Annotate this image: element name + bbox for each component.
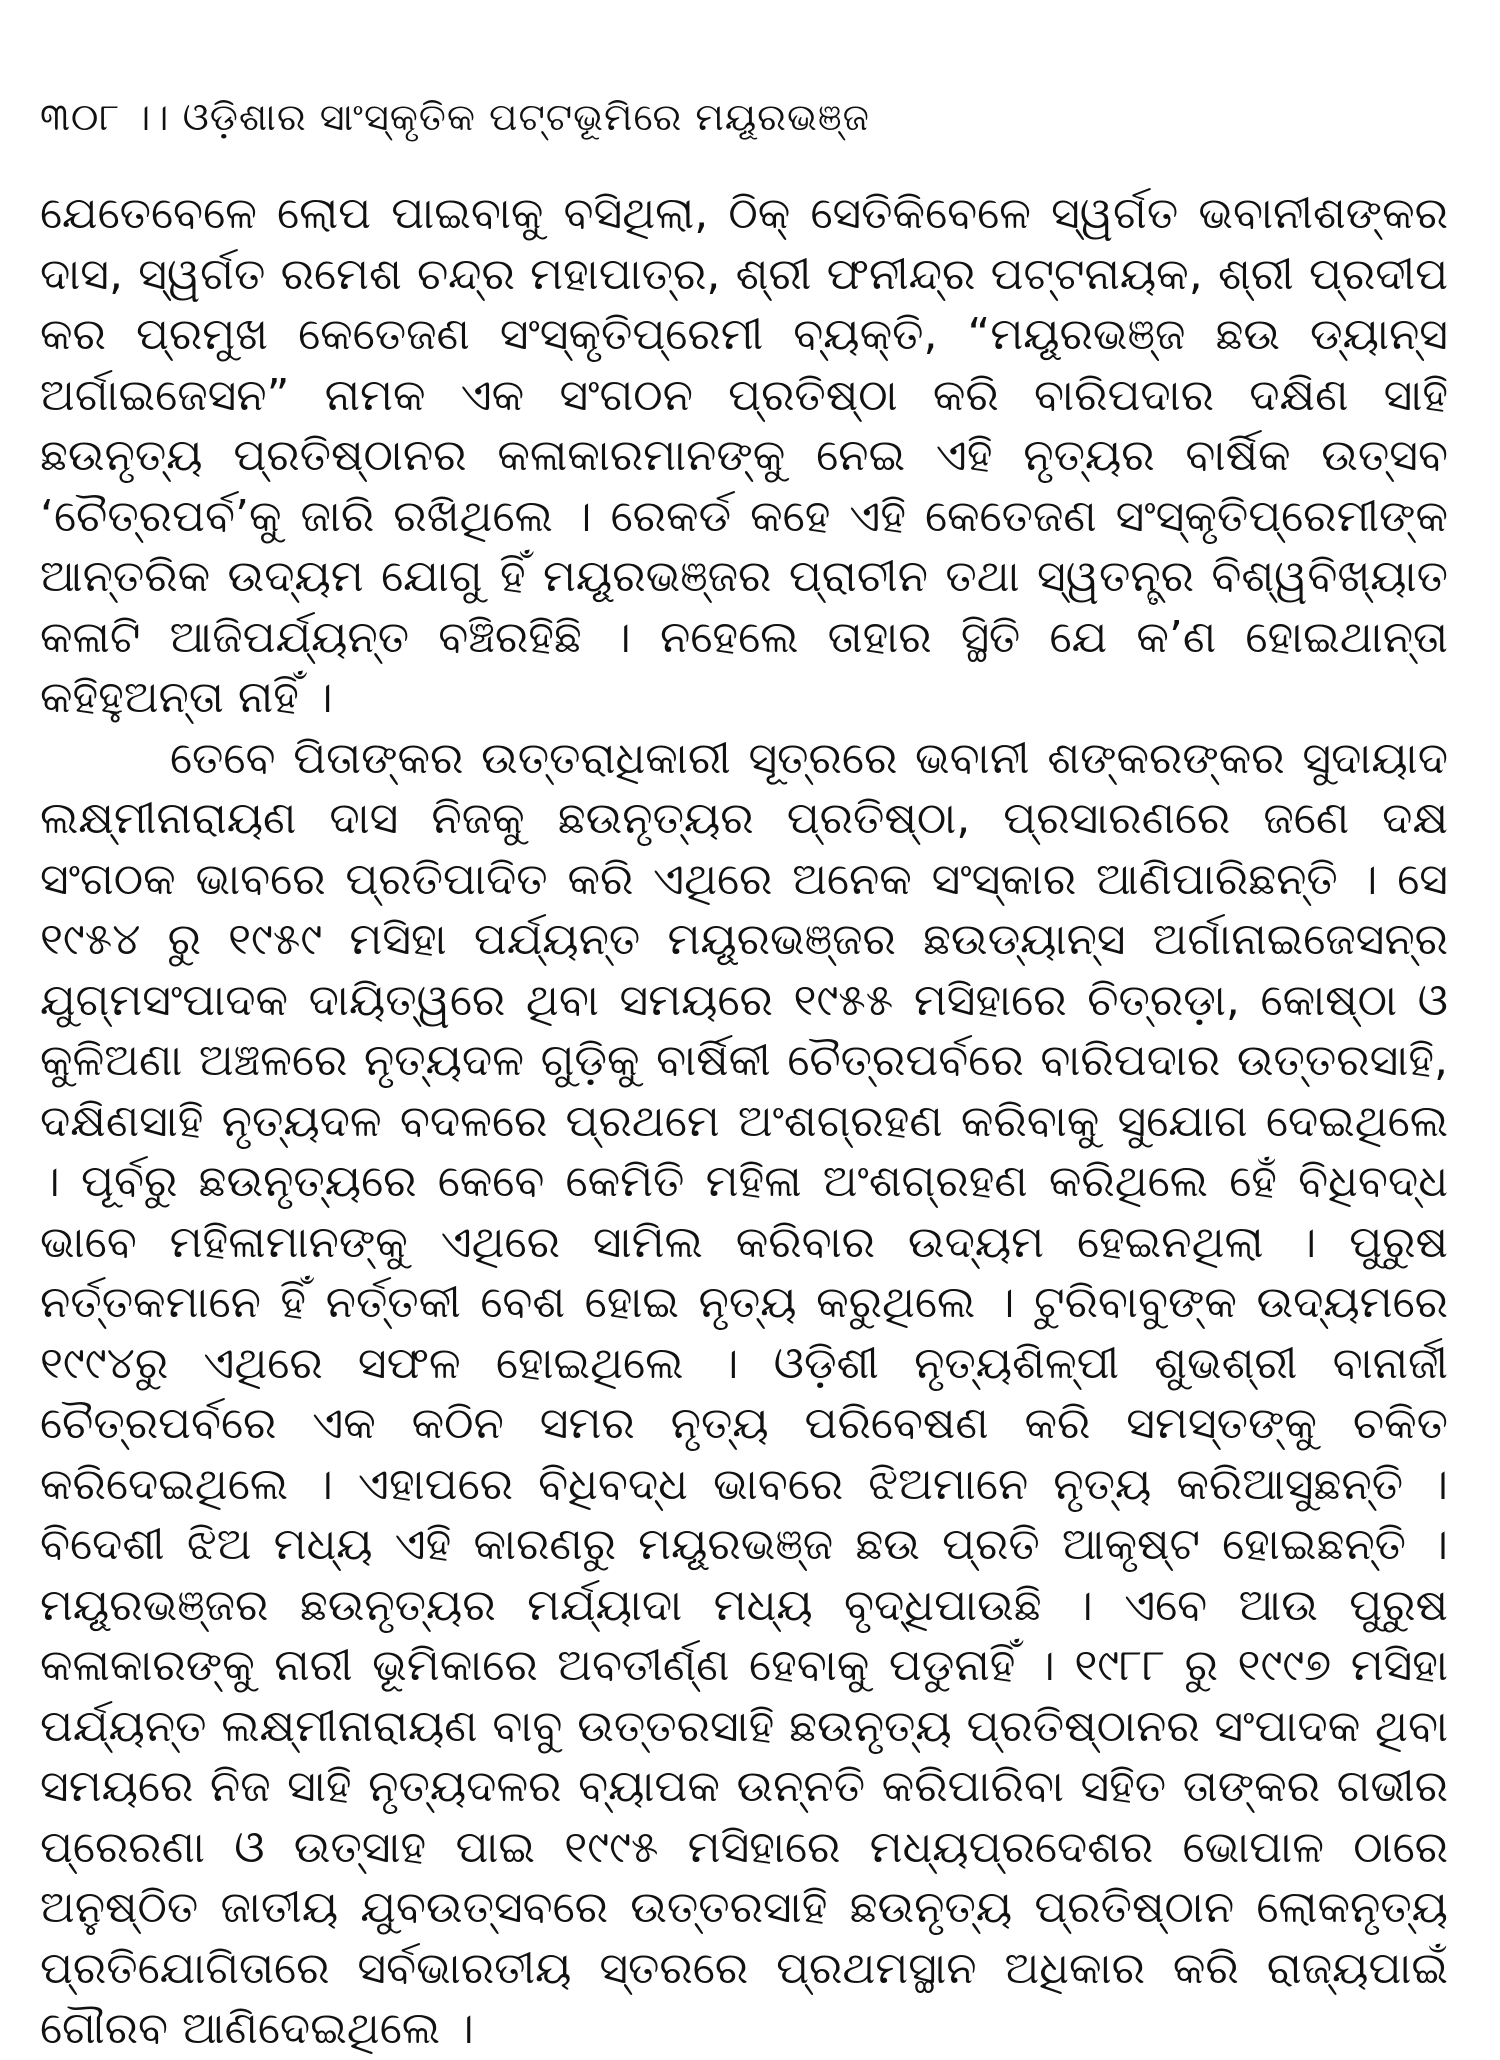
paragraph-1: ଯେତେବେଳେ ଲୋପ ପାଇବାକୁ ବସିଥିଲା, ଠିକ୍ ସେତିକିବେଳେ ସ୍ୱର୍ଗତ ଭବାନୀଶଙ୍କର ଦାସ, ସ୍ୱର୍ଗତ ରମେଶ ଚନ୍ଦ୍ର ମହାପାତ୍ର, ଶ୍ରୀ ଫନୀନ୍ଦ୍ର ପଟ୍ଟନାୟକ, ଶ୍ରୀ ପ୍ରଦୀପ କର ପ୍ରମୁଖ କେତେଜଣ ସଂସ୍କୃତିପ୍ରେମୀ ବ୍ୟକ୍ତି, “ମୟୂରଭଞ୍ଜ ଛଉ ଡ୍ୟାନ୍ସ ଅର୍ଗାଇଜେସନ” ନାମକ ଏକ ସଂଗଠନ ପ୍ରତିଷ୍ଠା କରି ବାରିପଦାର ଦକ୍ଷିଣ ସାହି ଛଉନୃତ୍ୟ ପ୍ରତିଷ୍ଠାନର କଳାକାରମାନଙ୍କୁ ନେଇ ଏହି ନୃତ୍ୟର ବାର୍ଷିକ ଉତ୍ସବ ‘ଚୈତ୍ରପର୍ବ’କୁ ଜାରି ରଖିଥିଲେ । ରେକର୍ଡ କହେ ଏହି କେତେଜଣ ସଂସ୍କୃତିପ୍ରେମୀଙ୍କ ଆନ୍ତରିକ ଉଦ୍ୟମ ଯୋଗୁ ହିଁ ମୟୂରଭଞ୍ଜର ପ୍ରାଚୀନ ତଥା ସ୍ୱତନ୍ତ୍ର ବିଶ୍ୱବିଖ୍ୟାତ କଳାଟି ଆଜିପର୍ଯ୍ୟନ୍ତ ବଞ୍ଚିରହିଛି । ନହେଲେ ତାହାର ସ୍ଥିତି ଯେ କ’ଣ ହୋଇଥାନ୍ତା କହିହୁଅନ୍ତା ନାହିଁ । (40, 188, 1448, 723)
paragraph-2: ତେବେ ପିତାଙ୍କର ଉତ୍ତରାଧିକାରୀ ସୂତ୍ରରେ ଭବାନୀ ଶଙ୍କରଙ୍କର ସୁଦାୟାଦ ଲକ୍ଷ୍ମୀନାରାୟଣ ଦାସ ନିଜକୁ ଛଉନୃତ୍ୟର ପ୍ରତିଷ୍ଠା, ପ୍ରସାରଣରେ ଜଣେ ଦକ୍ଷ ସଂଗଠକ ଭାବରେ ପ୍ରତିପାଦିତ କରି ଏଥିରେ ଅନେକ ସଂସ୍କାର ଆଣିପାରିଛନ୍ତି । ସେ ୧୯୫୪ ରୁ ୧୯୫୯ ମସିହା ପର୍ଯ୍ୟନ୍ତ ମୟୂରଭଞ୍ଜର ଛଉଡ୍ୟାନ୍ସ ଅର୍ଗାନାଇଜେସନ୍‌ର ଯୁଗ୍ମସଂପାଦକ ଦାୟିତ୍ୱରେ ଥିବା ସମୟରେ ୧୯୫୫ ମସିହାରେ ଚିତ୍ରଡ଼ା, କୋଷ୍ଠା ଓ କୁଳିଅଣା ଅଞ୍ଚଳରେ ନୃତ୍ୟଦଳ ଗୁଡ଼ିକୁ ବାର୍ଷିକୀ ଚୈତ୍ରପର୍ବରେ ବାରିପଦାର ଉତ୍ତରସାହି, ଦକ୍ଷିଣସାହି ନୃତ୍ୟଦଳ ବଦଳରେ ପ୍ରଥମେ ଅଂଶଗ୍ରହଣ କରିବାକୁ ସୁଯୋଗ ଦେଇଥିଲେ । ପୂର୍ବରୁ ଛଉନୃତ୍ୟରେ କେବେ କେମିତି ମହିଳା ଅଂଶଗ୍ରହଣ କରିଥିଲେ ହେଁ ବିଧିବଦ୍ଧ ଭାବେ ମହିଳାମାନଙ୍କୁ ଏଥିରେ ସାମିଲ କରିବାର ଉଦ୍ୟମ ହେଇନଥିଲା । ପୁରୁଷ ନର୍ତ୍ତକମାନେ ହିଁ ନର୍ତ୍ତକୀ ବେଶ ହୋଇ ନୃତ୍ୟ କରୁଥିଲେ । ଟୁରିବାବୁଙ୍କ ଉଦ୍ୟମରେ ୧୯୯୪ରୁ ଏଥିରେ ସଫଳ ହୋଇଥିଲେ । ଓଡ଼ିଶୀ ନୃତ୍ୟଶିଳ୍ପୀ ଶୁଭଶ୍ରୀ ବାନାର୍ଜୀ ଚୈତ୍ରପର୍ବରେ ଏକ କଠିନ ସମର ନୃତ୍ୟ ପରିବେଷଣ କରି ସମସ୍ତଙ୍କୁ ଚକିତ କରିଦେଇଥିଲେ । ଏହାପରେ ବିଧିବଦ୍ଧ ଭାବରେ ଝିଅମାନେ ନୃତ୍ୟ କରିଆସୁଛନ୍ତି । ବିଦେଶୀ ଝିଅ ମଧ୍ୟ ଏହି କାରଣରୁ ମୟୂରଭଞ୍ଜ ଛଉ ପ୍ରତି ଆକୃଷ୍ଟ ହୋଇଛନ୍ତି । ମୟୂରଭଞ୍ଜର ଛଉନୃତ୍ୟର ମର୍ଯ୍ୟାଦା ମଧ୍ୟ ବୃଦ୍ଧିପାଉଛି । ଏବେ ଆଉ ପୁରୁଷ କଳାକାରଙ୍କୁ ନାରୀ ଭୂମିକାରେ ଅବତୀର୍ଣ୍ଣ ହେବାକୁ ପଡୁନାହିଁ । ୧୯୮୮ ରୁ ୧୯୯୭ ମସିହା ପର୍ଯ୍ୟନ୍ତ ଲକ୍ଷ୍ମୀନାରାୟଣ ବାବୁ ଉତ୍ତରସାହି ଛଉନୃତ୍ୟ ପ୍ରତିଷ୍ଠାନର ସଂପାଦକ ଥିବା ସମୟରେ ନିଜ ସାହି ନୃତ୍ୟଦଳର ବ୍ୟାପକ ଉନ୍ନତି କରିପାରିବା ସହିତ ତାଙ୍କର ଗଭୀର ପ୍ରେରଣା ଓ ଉତ୍ସାହ ପାଇ ୧୯୯୫ ମସିହାରେ ମଧ୍ୟପ୍ରଦେଶର ଭୋପାଳ ଠାରେ ଅନୁଷ୍ଠିତ ଜାତୀୟ ଯୁବଉତ୍ସବରେ ଉତ୍ତରସାହି ଛଉନୃତ୍ୟ ପ୍ରତିଷ୍ଠାନ ଲୋକନୃତ୍ୟ ପ୍ରତିଯୋଗିତାରେ ସର୍ବଭାରତୀୟ ସ୍ତରରେ ପ୍ରଥମସ୍ଥାନ ଅଧିକାର କରି ରାଜ୍ୟପାଇଁ ଗୌରବ ଆଣିଦେଇଥିଲେ । (40, 732, 1448, 2054)
running-head: ୩୦୮ ।। ଓଡ଼ିଶାର ସାଂସ୍କୃତିକ ପଟ୍ଟଭୂମିରେ ମୟୂରଭଞ୍ଜ (40, 95, 870, 139)
